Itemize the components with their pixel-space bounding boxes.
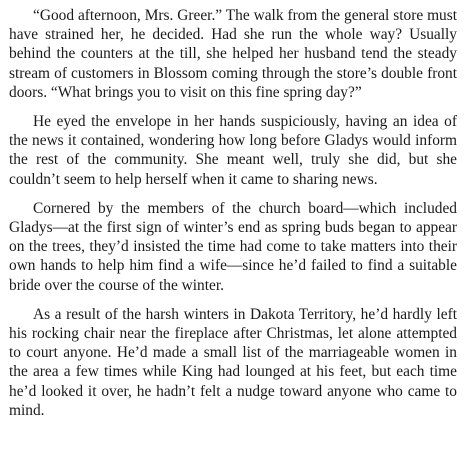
paragraph-4: As a result of the harsh winters in Dakota Territory, he’d hardly left his rocking chair near the fireplace after Christmas, let alone attempted to court anyone. He’d made a small list of the marriageable women in the area a few times while King had lounged at his feet, but each time he’d looked it over, he hadn’t felt a nudge toward anyone who came to mind. — [9, 305, 457, 419]
paragraph-1: “Good afternoon, Mrs. Greer.” The walk from the general store must have strained her, he decided. Had she run the whole way? Usually behind the counters at the till, she helped her husband tend the steady stream of customers in Blossom coming through the store’s double front doors. “What brings you to visit on this fine spring day?” — [9, 7, 457, 101]
paragraph-3: Cornered by the members of the church board—which included Gladys—at the first sign of winter’s end as spring buds began to appear on the trees, they’d insisted the time had come to take matters into their own hands to help him find a wife—since he’d failed to find a suitable bride over the course of the winter. — [9, 199, 457, 294]
paragraph-2: He eyed the envelope in her hands suspiciously, having an idea of the news it contained, wondering how long before Gladys would inform the rest of the community. She meant well, truly she did, but she couldn’t seem to help herself when it came to sharing news. — [9, 113, 457, 188]
